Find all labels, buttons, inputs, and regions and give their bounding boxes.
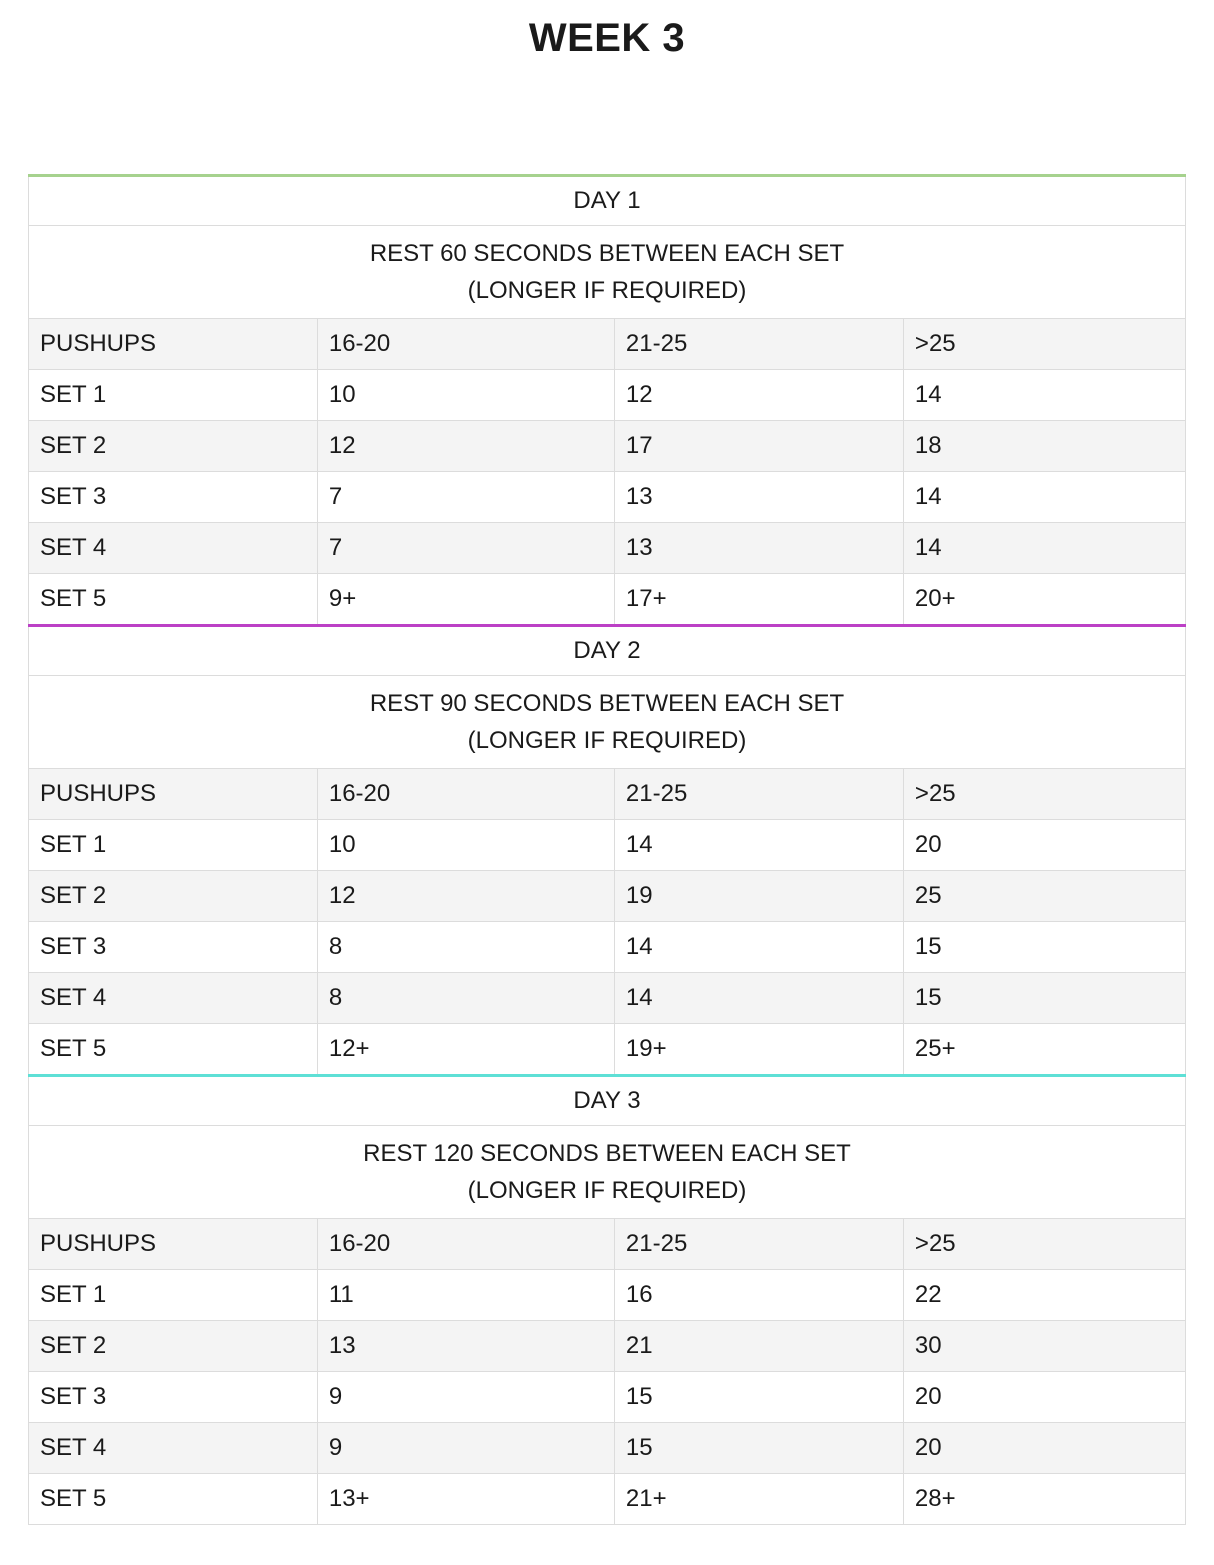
day-section [28,1074,1186,1525]
table-row [29,1423,1185,1474]
set-value-cell: 19 [614,871,903,921]
set-label-cell: SET 3 [40,1383,107,1410]
table-row [29,1474,1185,1525]
rest-instruction-row [29,226,1185,319]
set-value-cell: 8 [317,922,614,972]
table-row [29,820,1185,871]
set-value-cell: 14 [903,472,1185,522]
set-value-cell: 28+ [903,1474,1185,1524]
set-value-cell: 14 [614,820,903,870]
column-header-row [29,769,1185,820]
set-value-cell: 17 [614,421,903,471]
set-value-cell: 13 [317,1321,614,1371]
set-rows [29,1270,1185,1525]
column-header-cell: 21-25 [614,1219,903,1269]
table-row [29,574,1185,624]
set-value-cell: 16 [614,1270,903,1320]
set-value-cell: 10 [317,820,614,870]
column-header-cell: 16-20 [317,769,614,819]
table-row [29,523,1185,574]
set-value-cell: 17+ [614,574,903,624]
day-title: DAY 2 [573,637,641,664]
set-value-cell: 25 [903,871,1185,921]
set-value-cell: 19+ [614,1024,903,1074]
rest-instruction-row [29,676,1185,769]
table-row [29,1372,1185,1423]
day-title-row [29,1077,1185,1126]
set-value-cell: 12+ [317,1024,614,1074]
set-value-cell: 20 [903,820,1185,870]
set-value-cell: 9 [317,1372,614,1422]
column-header-cell: PUSHUPS [40,1230,157,1257]
set-value-cell: 20 [903,1372,1185,1422]
rest-instruction-row [29,1126,1185,1219]
set-value-cell: 25+ [903,1024,1185,1074]
day-section [28,174,1186,624]
column-header-cell: 21-25 [614,319,903,369]
table-row [29,370,1185,421]
column-header-row [29,1219,1185,1270]
set-value-cell: 11 [317,1270,614,1320]
column-header-cell: PUSHUPS [40,330,157,357]
set-value-cell: 20+ [903,574,1185,624]
set-label-cell: SET 2 [40,432,107,459]
set-label-cell: SET 5 [40,585,107,612]
column-header-cell: >25 [903,769,1185,819]
set-label-cell: SET 3 [40,483,107,510]
set-label-cell: SET 3 [40,933,107,960]
set-value-cell: 20 [903,1423,1185,1473]
set-label-cell: SET 1 [40,831,107,858]
table-row [29,472,1185,523]
day-title: DAY 3 [573,1087,641,1114]
set-value-cell: 9 [317,1423,614,1473]
day-title-row [29,177,1185,226]
set-rows [29,370,1185,624]
set-value-cell: 14 [614,922,903,972]
set-label-cell: SET 2 [40,882,107,909]
table-row [29,973,1185,1024]
set-value-cell: 13 [614,472,903,522]
rest-instruction-line-2: (LONGER IF REQUIRED) [467,277,747,304]
set-value-cell: 12 [317,421,614,471]
day-title: DAY 1 [573,187,641,214]
set-value-cell: 9+ [317,574,614,624]
column-header-cell: PUSHUPS [40,780,157,807]
set-value-cell: 15 [614,1423,903,1473]
set-value-cell: 7 [317,472,614,522]
set-label-cell: SET 1 [40,1281,107,1308]
set-value-cell: 8 [317,973,614,1023]
table-row [29,1270,1185,1321]
table-row [29,871,1185,922]
set-value-cell: 14 [903,523,1185,573]
day-section [28,624,1186,1074]
set-value-cell: 12 [317,871,614,921]
column-header-cell: 21-25 [614,769,903,819]
column-header-cell: 16-20 [317,1219,614,1269]
set-value-cell: 12 [614,370,903,420]
table-row [29,1321,1185,1372]
set-value-cell: 18 [903,421,1185,471]
set-value-cell: 13+ [317,1474,614,1524]
rest-instruction-line-1: REST 60 SECONDS BETWEEN EACH SET [369,240,845,267]
column-header-cell: 16-20 [317,319,614,369]
rest-instruction-line-1: REST 90 SECONDS BETWEEN EACH SET [369,690,845,717]
set-label-cell: SET 5 [40,1485,107,1512]
rest-instruction-line-2: (LONGER IF REQUIRED) [467,1177,747,1204]
workout-week-table [28,174,1186,1525]
set-value-cell: 21+ [614,1474,903,1524]
set-value-cell: 7 [317,523,614,573]
set-label-cell: SET 1 [40,381,107,408]
set-value-cell: 13 [614,523,903,573]
set-label-cell: SET 4 [40,1434,107,1461]
column-header-row [29,319,1185,370]
set-label-cell: SET 4 [40,984,107,1011]
page-title: WEEK 3 [528,16,686,60]
set-label-cell: SET 4 [40,534,107,561]
set-rows [29,820,1185,1074]
set-label-cell: SET 2 [40,1332,107,1359]
rest-instruction-line-2: (LONGER IF REQUIRED) [467,727,747,754]
set-value-cell: 15 [614,1372,903,1422]
table-row [29,1024,1185,1074]
set-label-cell: SET 5 [40,1035,107,1062]
set-value-cell: 15 [903,922,1185,972]
set-value-cell: 21 [614,1321,903,1371]
set-value-cell: 22 [903,1270,1185,1320]
set-value-cell: 15 [903,973,1185,1023]
set-value-cell: 14 [903,370,1185,420]
set-value-cell: 30 [903,1321,1185,1371]
rest-instruction-line-1: REST 120 SECONDS BETWEEN EACH SET [363,1140,851,1167]
set-value-cell: 14 [614,973,903,1023]
table-row [29,922,1185,973]
column-header-cell: >25 [903,319,1185,369]
column-header-cell: >25 [903,1219,1185,1269]
table-row [29,421,1185,472]
set-value-cell: 10 [317,370,614,420]
day-title-row [29,627,1185,676]
